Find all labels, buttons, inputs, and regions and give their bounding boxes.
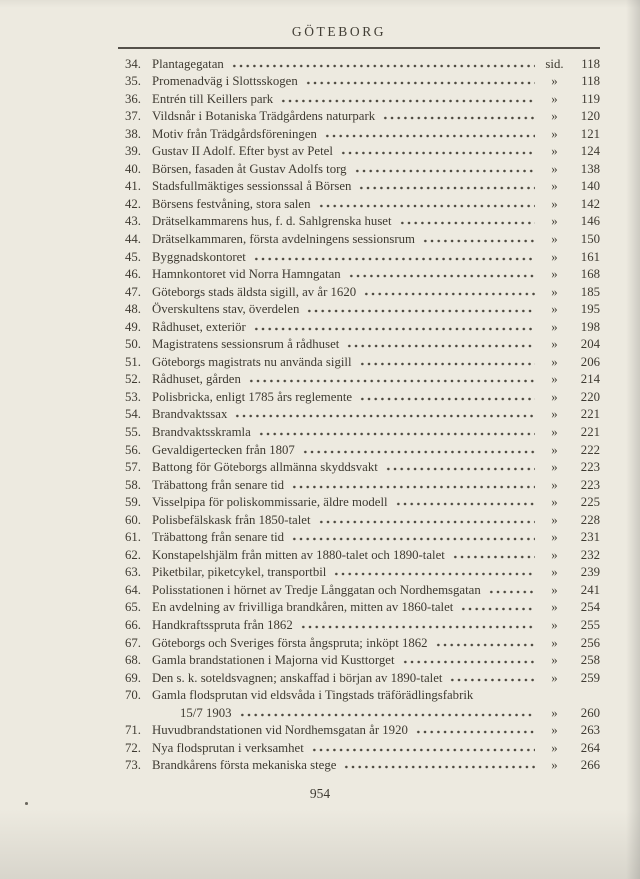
item-mid (141, 284, 540, 302)
item-page: 260 (580, 705, 600, 720)
list-item (118, 266, 600, 284)
item-page: 121 (580, 126, 600, 141)
dot-leader (234, 414, 535, 418)
item-mid (141, 389, 540, 407)
dot-leader (422, 239, 535, 243)
item-mid (141, 371, 540, 389)
item-mid (141, 529, 540, 547)
ref-mark: » (551, 670, 558, 685)
item-title: Brandkårens första mekaniska stege (152, 758, 337, 773)
item-title: Nya flodsprutan i verksamhet (152, 740, 304, 755)
item-number: 39. (125, 144, 141, 159)
item-mid (141, 512, 540, 530)
item-mid (141, 494, 540, 512)
ref-mark: » (551, 74, 558, 89)
item-number: 45. (125, 249, 141, 264)
item-page: 264 (580, 740, 600, 755)
item-number: 54. (125, 407, 141, 422)
item-page: 146 (580, 214, 600, 229)
list-item (118, 670, 600, 688)
item-page: 225 (580, 495, 600, 510)
dot-leader (340, 151, 535, 155)
dot-leader (343, 765, 535, 769)
item-number: 36. (125, 91, 141, 106)
item-number: 38. (125, 126, 141, 141)
item-title: Göteborgs och Sveriges första ångspruta; inköpt 1862 (152, 635, 428, 650)
item-title: Rådhuset, gården (152, 372, 241, 387)
item-title: Huvudbrandstationen vid Nordhemsgatan år 1920 (152, 723, 408, 738)
dot-leader (311, 748, 535, 752)
item-page: 266 (580, 758, 600, 773)
list-item (118, 740, 600, 758)
dot-leader (231, 64, 535, 68)
dot-leader (291, 537, 535, 541)
item-mid (141, 126, 540, 144)
item-page: 232 (580, 547, 600, 562)
ref-mark: » (551, 337, 558, 352)
item-page: 223 (580, 477, 600, 492)
item-mid (141, 459, 540, 477)
item-page: 118 (581, 56, 600, 71)
item-page: 195 (580, 302, 600, 317)
list-item (118, 389, 600, 407)
ref-mark: » (551, 582, 558, 597)
item-page: 150 (580, 231, 600, 246)
ref-mark: » (551, 161, 558, 176)
item-title: Konstapelshjälm från mitten av 1880-talet och 1890-talet (152, 547, 445, 562)
list-item (118, 91, 600, 109)
item-page: 255 (580, 618, 600, 632)
dot-leader (324, 134, 535, 138)
item-page: 204 (580, 337, 600, 352)
item-mid (141, 635, 540, 653)
item-page: 138 (580, 161, 600, 176)
list-item (118, 301, 600, 319)
item-number: 64. (125, 582, 141, 597)
ref-mark: » (551, 460, 558, 475)
item-page: 239 (580, 565, 600, 580)
list-item (118, 599, 600, 617)
item-mid (141, 424, 540, 442)
dot-leader (333, 572, 535, 576)
list-item (118, 319, 600, 337)
item-mid (141, 582, 540, 600)
item-page: 221 (580, 407, 600, 422)
ref-mark: » (551, 214, 558, 229)
item-page: 221 (580, 424, 600, 439)
item-title: Träbattong från senare tid (152, 477, 285, 492)
item-mid (141, 336, 540, 354)
dot-leader (363, 292, 535, 296)
ref-mark: » (551, 495, 558, 510)
dot-leader (449, 678, 535, 682)
dot-leader (248, 379, 535, 383)
list-item (118, 547, 600, 565)
item-number: 37. (125, 109, 141, 124)
item-number: 44. (125, 231, 141, 246)
ref-mark: » (551, 565, 558, 580)
item-number: 35. (125, 74, 141, 89)
item-page: 223 (580, 460, 600, 475)
dot-leader (359, 397, 535, 401)
ref-mark: » (551, 231, 558, 246)
list-item (118, 73, 600, 91)
item-mid (141, 196, 540, 214)
dot-leader (348, 274, 535, 278)
dot-leader (306, 309, 535, 313)
item-mid (141, 319, 540, 337)
dot-leader (239, 713, 535, 717)
dot-leader (258, 432, 535, 436)
list-item (118, 617, 600, 635)
item-mid (141, 301, 540, 319)
item-title: Piketbilar, piketcykel, transportbil (152, 565, 327, 580)
item-mid (141, 354, 540, 372)
list-item (118, 249, 600, 267)
ref-mark: » (551, 635, 558, 650)
item-number: 58. (125, 477, 141, 492)
item-title: Polisstationen i hörnet av Tredje Långgatan och Nordhemsgatan (152, 582, 481, 597)
dot-leader (253, 327, 535, 331)
item-mid (141, 442, 540, 460)
ref-mark: » (551, 723, 558, 738)
item-number: 40. (125, 161, 141, 176)
item-number: 65. (125, 600, 141, 615)
item-number: 61. (125, 530, 141, 545)
dot-leader (359, 362, 535, 366)
header-rule (118, 47, 600, 49)
ref-mark: » (551, 284, 558, 299)
ref-mark: sid. (545, 56, 564, 71)
item-number: 46. (125, 267, 141, 282)
item-number: 66. (125, 618, 141, 632)
ref-mark: » (551, 389, 558, 404)
item-mid (141, 213, 540, 231)
item-mid (141, 477, 540, 495)
item-page: 222 (580, 442, 600, 457)
list-item (118, 687, 600, 705)
page-content (118, 24, 600, 775)
ref-mark: » (551, 758, 558, 773)
item-title: Vildsnår i Botaniska Trädgårdens naturpark (152, 109, 376, 124)
item-number: 41. (125, 179, 141, 194)
item-title: Hamnkontoret vid Norra Hamngatan (152, 267, 341, 282)
dot-leader (300, 625, 535, 629)
item-mid (141, 178, 540, 196)
dot-leader (318, 204, 535, 208)
ref-mark: » (551, 302, 558, 317)
ref-mark: » (551, 196, 558, 211)
item-title: Träbattong från senare tid (152, 530, 285, 545)
item-page: 142 (580, 196, 600, 211)
item-title: Battong för Göteborgs allmänna skyddsvakt (152, 460, 378, 475)
list-item (118, 143, 600, 161)
item-page: 124 (580, 144, 600, 159)
item-number: 42. (125, 196, 141, 211)
ref-mark: » (551, 547, 558, 562)
item-mid (141, 547, 540, 565)
item-number: 62. (125, 547, 141, 562)
item-number: 60. (125, 512, 141, 527)
item-mid (141, 406, 540, 424)
item-number: 70. (125, 688, 141, 703)
item-mid (141, 599, 540, 617)
item-mid (141, 161, 540, 179)
item-mid (141, 266, 540, 284)
item-mid (141, 91, 540, 109)
dot-leader (302, 450, 535, 454)
item-number: 71. (125, 723, 141, 738)
ref-mark: » (551, 249, 558, 264)
item-mid (141, 231, 540, 249)
list-item (118, 424, 600, 442)
folio-page-number: 954 (309, 786, 331, 801)
running-head: GÖTEBORG (291, 24, 387, 39)
ref-mark: » (551, 91, 558, 106)
ref-mark: » (551, 109, 558, 124)
item-page: 263 (580, 723, 600, 738)
item-title: Brandvaktssax (152, 407, 228, 422)
list-item (118, 477, 600, 495)
ref-mark: » (551, 653, 558, 668)
item-title: Den s. k. soteldsvagnen; anskaffad i början av 1890-talet (152, 670, 443, 685)
item-title: Polisbricka, enligt 1785 års reglemente (152, 389, 353, 404)
list-item (118, 231, 600, 249)
dot-leader (488, 590, 535, 594)
dot-leader (399, 221, 535, 225)
list-item (118, 196, 600, 214)
ref-mark: » (551, 179, 558, 194)
ref-mark: » (551, 424, 558, 439)
dot-leader (402, 660, 536, 664)
ref-mark: » (551, 512, 558, 527)
dot-leader (291, 485, 535, 489)
item-title: Gustav II Adolf. Efter byst av Petel (152, 144, 333, 159)
item-title: Gamla flodsprutan vid eldsvåda i Tingstads träförädlingsfabrik (152, 688, 474, 703)
item-page: 259 (580, 670, 600, 685)
dot-leader (415, 730, 535, 734)
dot-leader (382, 116, 535, 120)
item-number: 67. (125, 635, 141, 650)
item-title: Drätselkammarens hus, f. d. Sahlgrenska huset (152, 214, 392, 229)
ref-mark: » (551, 618, 558, 632)
ref-mark: » (551, 144, 558, 159)
list-item (118, 371, 600, 389)
item-page: 119 (581, 91, 600, 106)
item-mid (141, 687, 600, 705)
item-page: 241 (580, 582, 600, 597)
item-mid (141, 143, 540, 161)
item-title: Visselpipa för poliskommissarie, äldre modell (152, 495, 388, 510)
list-item (118, 126, 600, 144)
item-page: 254 (580, 600, 600, 615)
item-number: 55. (125, 424, 141, 439)
item-page: 140 (580, 179, 600, 194)
list-item (118, 635, 600, 653)
list-item (118, 582, 600, 600)
item-number: 52. (125, 372, 141, 387)
item-number: 56. (125, 442, 141, 457)
item-mid (141, 740, 540, 758)
item-mid (141, 670, 540, 688)
list-item (118, 161, 600, 179)
ref-mark: » (551, 267, 558, 282)
item-title: Gamla brandstationen i Majorna vid Kusttorget (152, 653, 395, 668)
list-item (118, 284, 600, 302)
dot-leader (280, 99, 535, 103)
item-mid (141, 617, 540, 635)
item-page: 120 (580, 109, 600, 124)
dot-leader (452, 555, 535, 559)
list-item (118, 705, 600, 723)
dot-leader (346, 344, 535, 348)
item-number: 73. (125, 758, 141, 773)
item-mid (141, 108, 540, 126)
item-number: 48. (125, 302, 141, 317)
dot-leader (395, 502, 535, 506)
item-number: 51. (125, 354, 141, 369)
item-page: 214 (580, 372, 600, 387)
item-number: 72. (125, 740, 141, 755)
ref-mark: » (551, 530, 558, 545)
item-page: 228 (580, 512, 600, 527)
ref-mark: » (551, 600, 558, 615)
ref-mark: » (551, 705, 558, 720)
dot-leader (318, 520, 536, 524)
item-page: 256 (580, 635, 600, 650)
list-item (118, 56, 600, 74)
list-item (118, 564, 600, 582)
item-page: 161 (580, 249, 600, 264)
list-item (118, 459, 600, 477)
dot-leader (385, 467, 535, 471)
dot-leader (354, 169, 535, 173)
list-item (118, 722, 600, 740)
list-item (118, 529, 600, 547)
item-number: 49. (125, 319, 141, 334)
ref-mark: » (551, 442, 558, 457)
item-title: Rådhuset, exteriör (152, 319, 246, 334)
item-number: 69. (125, 670, 141, 685)
list-item (118, 442, 600, 460)
item-mid (141, 73, 540, 91)
item-page: 258 (580, 653, 600, 668)
item-title: Börsen, fasaden åt Gustav Adolfs torg (152, 161, 347, 176)
item-page: 206 (580, 354, 600, 369)
item-title: Byggnadskontoret (152, 249, 246, 264)
list-item (118, 354, 600, 372)
dot-leader (435, 643, 535, 647)
dot-leader (358, 186, 535, 190)
item-page: 118 (581, 74, 600, 89)
item-title: Promenadväg i Slottsskogen (152, 74, 298, 89)
item-title: Överskultens stav, överdelen (152, 302, 300, 317)
item-mid (141, 564, 540, 582)
item-page: 168 (580, 267, 600, 282)
item-number: 47. (125, 284, 141, 299)
item-number: 34. (125, 56, 141, 71)
item-title: Göteborgs magistrats nu använda sigill (152, 354, 352, 369)
item-page: 185 (580, 284, 600, 299)
item-page: 198 (580, 319, 600, 334)
item-title: Stadsfullmäktiges sessionssal å Börsen (152, 179, 352, 194)
item-page: 220 (580, 389, 600, 404)
item-title: 15/7 1903 (180, 705, 232, 720)
item-title: Motiv från Trädgårdsföreningen (152, 126, 317, 141)
item-mid (141, 652, 540, 670)
item-title: Entrén till Keillers park (152, 91, 274, 106)
list-item (118, 757, 600, 775)
ref-mark: » (551, 372, 558, 387)
list-item (118, 213, 600, 231)
item-title: Drätselkammaren, första avdelningens sessionsrum (152, 231, 415, 246)
ref-mark: » (551, 407, 558, 422)
dot-leader (305, 81, 535, 85)
item-title: Gevaldigertecken från 1807 (152, 442, 295, 457)
item-number: 53. (125, 389, 141, 404)
list-item (118, 494, 600, 512)
item-mid (141, 757, 540, 775)
dot-leader (253, 257, 535, 261)
item-number: 63. (125, 565, 141, 580)
list-item (118, 108, 600, 126)
item-mid (141, 56, 540, 74)
ref-mark: » (551, 477, 558, 492)
item-title: Göteborgs stads äldsta sigill, av år 1620 (152, 284, 357, 299)
ref-mark: » (551, 126, 558, 141)
list-item (118, 512, 600, 530)
ref-mark: » (551, 740, 558, 755)
item-title: Börsens festvåning, stora salen (152, 196, 311, 211)
list-item (118, 406, 600, 424)
list-item (118, 178, 600, 196)
list-item (118, 336, 600, 354)
item-number: 50. (125, 337, 141, 352)
item-title: Polisbefälskask från 1850-talet (152, 512, 311, 527)
item-title: Handkraftsspruta från 1862 (152, 618, 293, 632)
item-title: Brandvaktsskramla (152, 424, 251, 439)
dot-leader (460, 607, 535, 611)
scan-speck (25, 802, 28, 805)
item-title: Magistratens sessionsrum å rådhuset (152, 337, 340, 352)
item-mid (141, 722, 540, 740)
item-title: Plantagegatan (152, 56, 224, 71)
item-mid (141, 705, 540, 723)
item-title: En avdelning av frivilliga brandkåren, mitten av 1860-talet (152, 600, 454, 615)
item-mid (141, 249, 540, 267)
item-page: 231 (580, 530, 600, 545)
item-number: 59. (125, 495, 141, 510)
item-number: 57. (125, 460, 141, 475)
ref-mark: » (551, 354, 558, 369)
illustration-list (118, 56, 600, 775)
item-number: 68. (125, 653, 141, 668)
list-item (118, 652, 600, 670)
item-number: 43. (125, 214, 141, 229)
ref-mark: » (551, 319, 558, 334)
